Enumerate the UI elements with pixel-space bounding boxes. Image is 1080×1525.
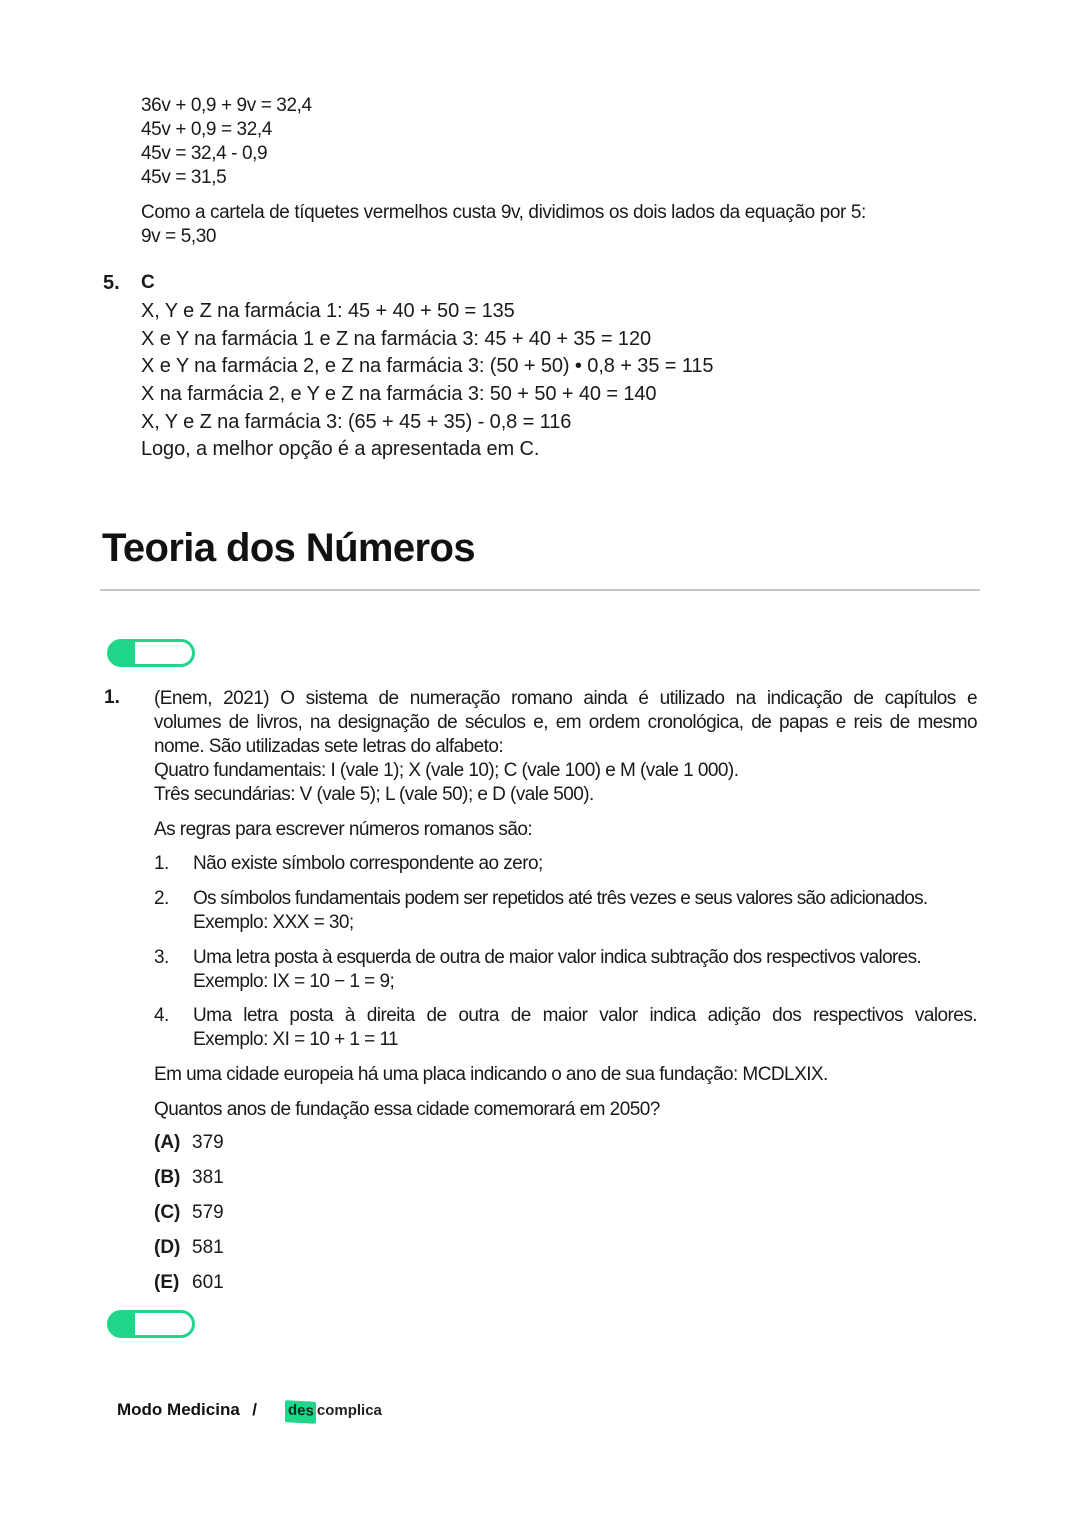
question-intro-line: Três secundárias: V (vale 5); L (vale 50); e D (vale 500). [154, 784, 594, 805]
rule-text: Uma letra posta à esquerda de outra de maior valor indica subtração dos respectivos valores. [193, 947, 922, 968]
option-letter: (E) [154, 1272, 180, 1293]
option-b[interactable] [154, 1167, 224, 1189]
option-e[interactable] [154, 1272, 224, 1294]
answer-line: X e Y na farmácia 1 e Z na farmácia 3: 45 + 40 + 35 = 120 [141, 328, 652, 350]
answer-line: X e Y na farmácia 2, e Z na farmácia 3: (50 + 50) • 0,8 + 35 = 115 [141, 355, 714, 377]
answer-line: X, Y e Z na farmácia 3: (65 + 45 + 35) - 0,8 = 116 [141, 411, 572, 433]
answer-number: 5. [103, 272, 120, 294]
option-letter: (A) [154, 1132, 181, 1153]
option-letter: (D) [154, 1237, 181, 1258]
rule-example: Exemplo: IX = 10 − 1 = 9; [193, 971, 395, 992]
option-c[interactable] [154, 1202, 224, 1224]
option-letter: (C) [154, 1202, 181, 1223]
answer-letter: C [141, 272, 155, 293]
toggle-knob [109, 641, 135, 665]
rule-number: 2. [154, 888, 169, 909]
option-value: 579 [192, 1202, 224, 1223]
option-value: 601 [192, 1272, 224, 1293]
rule-number: 4. [154, 1005, 169, 1026]
rule-example: Exemplo: XXX = 30; [193, 912, 354, 933]
equation-line: 45v = 31,5 [141, 167, 227, 188]
question-prompt: Quantos anos de fundação essa cidade comemorará em 2050? [154, 1099, 660, 1120]
section-divider [100, 589, 980, 591]
question-number: 1. [104, 687, 120, 708]
descomplica-logo [285, 1401, 382, 1423]
answer-conclusion: Logo, a melhor opção é a apresentada em C. [141, 438, 540, 460]
equation-line: 36v + 0,9 + 9v = 32,4 [141, 95, 312, 116]
toggle-knob [109, 1312, 135, 1336]
rule-text: Não existe símbolo correspondente ao zero; [193, 853, 543, 874]
explanation-text: Como a cartela de tíquetes vermelhos custa 9v, dividimos os dois lados da equação por 5: [141, 202, 866, 223]
section-title: Teoria dos Números [102, 526, 475, 570]
question-intro-line: volumes de livros, na designação de séculos e, em ordem cronológica, de papas e reis de mesmo [154, 712, 977, 733]
rules-heading: As regras para escrever números romanos são: [154, 819, 533, 840]
rule-example: Exemplo: XI = 10 + 1 = 11 [193, 1029, 399, 1050]
result-line: 9v = 5,30 [141, 226, 217, 247]
rule-text: Uma letra posta à direita de outra de maior valor indica adição dos respectivos valores. [193, 1005, 977, 1026]
answer-line: X na farmácia 2, e Y e Z na farmácia 3: 50 + 50 + 40 = 140 [141, 383, 657, 405]
question-intro-line: Quatro fundamentais: I (vale 1); X (vale 10); C (vale 100) e M (vale 1 000). [154, 760, 739, 781]
option-d[interactable] [154, 1237, 224, 1259]
option-value: 581 [192, 1237, 224, 1258]
rule-text: Os símbolos fundamentais podem ser repetidos até três vezes e seus valores são adicionados. [193, 888, 928, 909]
footer [117, 1400, 257, 1420]
rule-number: 1. [154, 853, 169, 874]
option-value: 381 [192, 1167, 224, 1188]
logo-mark: des [285, 1400, 316, 1424]
option-letter: (B) [154, 1167, 181, 1188]
rule-number: 3. [154, 947, 169, 968]
equation-line: 45v + 0,9 = 32,4 [141, 119, 272, 140]
toggle-decoration-top [107, 639, 195, 667]
question-intro-line: nome. São utilizadas sete letras do alfabeto: [154, 736, 504, 757]
question-context: Em uma cidade europeia há uma placa indicando o ano de sua fundação: MCDLXIX. [154, 1064, 828, 1085]
footer-title: Modo Medicina [117, 1400, 240, 1419]
option-value: 379 [192, 1132, 224, 1153]
question-intro-line: (Enem, 2021) O sistema de numeração romano ainda é utilizado na indicação de capítulos e [154, 688, 977, 709]
toggle-decoration-bottom [107, 1310, 195, 1338]
option-a[interactable] [154, 1132, 224, 1154]
logo-wordmark: complica [316, 1402, 382, 1419]
equation-line: 45v = 32,4 - 0,9 [141, 143, 268, 164]
answer-line: X, Y e Z na farmácia 1: 45 + 40 + 50 = 135 [141, 300, 515, 322]
footer-separator: / [252, 1400, 257, 1419]
